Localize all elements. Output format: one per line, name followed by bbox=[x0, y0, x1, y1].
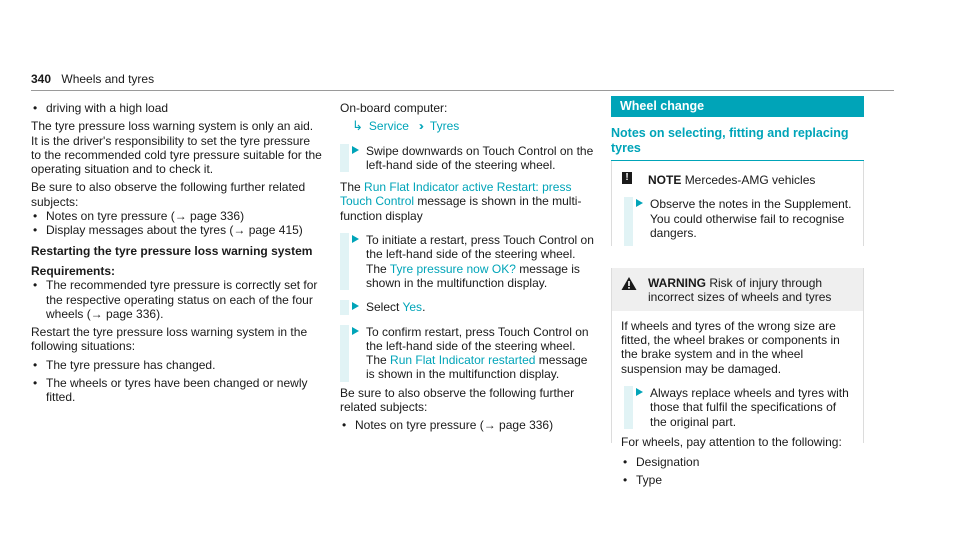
step-arrow-icon bbox=[352, 302, 359, 310]
header-divider bbox=[31, 90, 894, 91]
warning-label: WARNING bbox=[648, 276, 706, 291]
list-item: • Notes on tyre pressure (→ page 336) bbox=[342, 418, 554, 433]
paragraph: Be sure to also observe the following further related subjects: bbox=[31, 180, 306, 209]
onboard-label: On-board computer: bbox=[340, 101, 448, 115]
bullet-icon: • bbox=[33, 376, 38, 391]
step-bar bbox=[340, 233, 349, 290]
warning-heading bbox=[612, 268, 863, 311]
step-arrow-icon bbox=[636, 388, 643, 396]
warning-text: Risk of injury through incorrect sizes of wheels and tyres bbox=[648, 276, 832, 305]
list-item: • The wheels or tyres have been changed or newly fitted. bbox=[33, 376, 308, 405]
section-heading: Restarting the tyre pressure loss warning system bbox=[31, 243, 313, 258]
note-text: Mercedes-AMG vehicles bbox=[684, 173, 816, 187]
step-arrow-icon bbox=[636, 199, 643, 207]
page-header bbox=[31, 72, 154, 86]
exclamation-icon: ! bbox=[622, 172, 632, 184]
step-arrow-icon bbox=[352, 146, 359, 154]
warning-body: If wheels and tyres of the wrong size are fitted, the wheel brakes or components in the brake system and in the wheel suspension may be damaged. bbox=[621, 318, 840, 376]
bullet-icon: • bbox=[33, 278, 38, 293]
step-bar bbox=[624, 197, 633, 246]
step-bar bbox=[340, 300, 349, 314]
bullet-icon: • bbox=[623, 455, 628, 470]
instruction-step: To confirm restart, press Touch Control on the left-hand side of the steering wheel. The Run Flat Indicator restarted message is shown in the multifunction display. bbox=[340, 325, 595, 382]
step-bar bbox=[340, 325, 349, 382]
list-item: • Display messages about the tyres (→ page 415) bbox=[33, 223, 303, 238]
warning-triangle-icon bbox=[621, 276, 637, 291]
section-banner: Wheel change bbox=[611, 96, 864, 117]
list-item: • driving with a high load bbox=[33, 101, 169, 115]
section-title: Notes on selecting, fitting and replacing tyres bbox=[611, 126, 849, 155]
column-left bbox=[31, 101, 323, 405]
menu-tyres: Tyres bbox=[429, 119, 460, 134]
paragraph: Be sure to also observe the following further related subjects: bbox=[340, 385, 575, 415]
paragraph: Restart the tyre pressure loss warning system in the following situations: bbox=[31, 325, 308, 354]
instruction-step: Observe the notes in the Supplement. You could otherwise fail to recognise dangers. bbox=[624, 197, 853, 246]
note-heading bbox=[612, 161, 863, 187]
list-item: • Designation bbox=[623, 455, 700, 470]
note-label: NOTE bbox=[648, 173, 682, 187]
instruction-step: Swipe downwards on Touch Control on the left-hand side of the steering wheel. bbox=[340, 144, 595, 173]
warning-box bbox=[611, 268, 864, 488]
instruction-step: Always replace wheels and tyres with those that fulfil the specifications of the original part. bbox=[624, 386, 853, 429]
step-bar bbox=[624, 386, 633, 429]
bullet-icon: • bbox=[342, 418, 347, 433]
bullet-icon: • bbox=[623, 473, 628, 488]
paragraph: The Run Flat Indicator active Restart: press Touch Control message is shown in the multi-function display bbox=[340, 180, 582, 223]
menu-path bbox=[340, 119, 595, 133]
bullet-icon: • bbox=[33, 209, 38, 224]
list-item: • Type bbox=[623, 473, 663, 488]
instruction-step: Select Yes. bbox=[340, 300, 595, 314]
step-arrow-icon bbox=[352, 327, 359, 335]
bullet-icon: • bbox=[33, 357, 38, 372]
column-middle bbox=[340, 101, 595, 433]
step-bar bbox=[340, 144, 349, 173]
paragraph: For wheels, pay attention to the following: bbox=[621, 434, 842, 449]
note-box bbox=[611, 161, 864, 246]
column-right bbox=[611, 96, 864, 488]
page-number: 340 bbox=[31, 72, 52, 86]
step-arrow-icon bbox=[352, 235, 359, 243]
bullet-icon: • bbox=[33, 223, 38, 238]
paragraph: The tyre pressure loss warning system is only an aid. It is the driver's responsibility to set the tyre pressure to the recommended cold tyre pressure suitable for the operating situation and to check it. bbox=[31, 119, 322, 177]
list-item: • Notes on tyre pressure (→ page 336) bbox=[33, 209, 245, 224]
page-header-title: Wheels and tyres bbox=[61, 72, 155, 86]
requirements-label: Requirements: bbox=[31, 263, 116, 278]
list-item: • The recommended tyre pressure is correctly set for the respective operating status on each of the four wheels (→ page 336). bbox=[33, 278, 318, 321]
double-chevron-icon: ›› bbox=[418, 119, 421, 134]
list-item: • The tyre pressure has changed. bbox=[33, 357, 216, 372]
return-arrow-icon: ↳ bbox=[352, 118, 363, 134]
menu-service: Service bbox=[368, 119, 409, 134]
bullet-icon: • bbox=[33, 101, 38, 115]
instruction-step: To initiate a restart, press Touch Control on the left-hand side of the steering wheel. The Tyre pressure now OK? message is shown in the multifunction display. bbox=[340, 233, 595, 290]
